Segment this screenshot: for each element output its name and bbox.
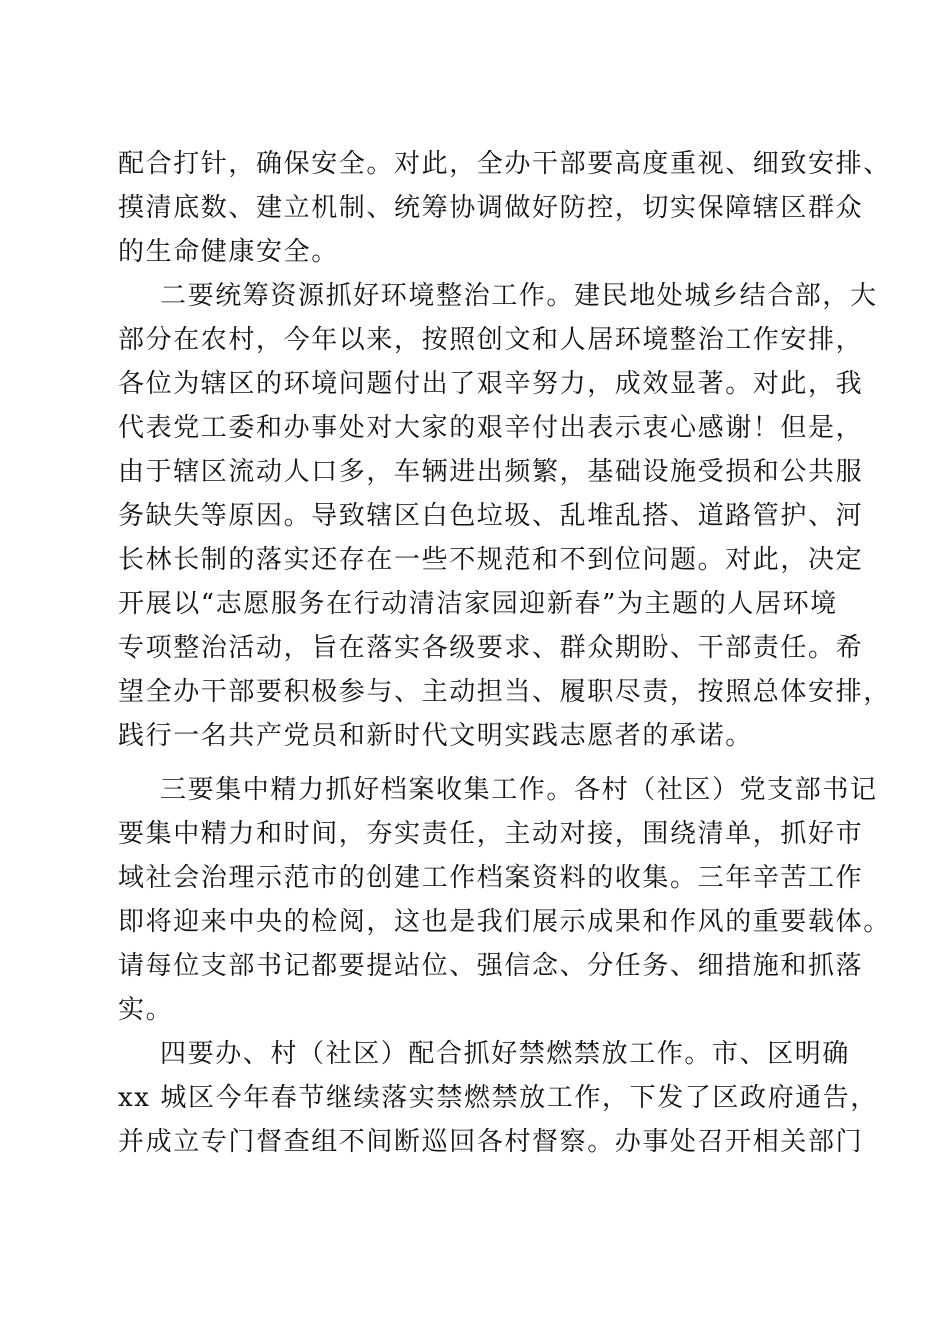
text-line: 专项整治活动，旨在落实各级要求、群众期盼、干部责任。希 [118,633,864,663]
text-line: 开展以“志愿服务在行动清洁家园迎新春”为主题的人居环境 [118,589,838,619]
paragraph-start-line: 二要统筹资源抓好环境整治工作。建民地处城乡结合部，大 [160,281,878,311]
text-line: 由于辖区流动人口多，车辆进出频繁，基础设施受损和公共服 [118,457,864,487]
text-line: 摸清底数、建立机制、统筹协调做好防控，切实保障辖区群众 [118,193,864,223]
text-line: 配合打针，确保安全。对此，全办干部要高度重视、细致安排、 [118,149,891,179]
text-line: 即将迎来中央的检阅，这也是我们展示成果和作风的重要载体。 [118,907,891,937]
text-line: 并成立专门督查组不间断巡回各村督察。办事处召开相关部门 [118,1127,864,1157]
text-line: 代表党工委和办事处对大家的艰辛付出表示衷心感谢！但是， [118,413,864,443]
text-line: 践行一名共产党员和新时代文明实践志愿者的承诺。 [118,721,753,751]
text-line: xx 城区今年春节继续落实禁燃禁放工作，下发了区政府通告， [118,1083,878,1113]
text-line: 部分在农村，今年以来，按照创文和人居环境整治工作安排， [118,325,864,355]
text-line: 请每位支部书记都要提站位、强信念、分任务、细措施和抓落 [118,951,864,981]
paragraph-start-line: 三要集中精力抓好档案收集工作。各村（社区）党支部书记 [160,775,878,805]
text-line: 各位为辖区的环境问题付出了艰辛努力，成效显著。对此，我 [118,369,864,399]
paragraph-start-line: 四要办、村（社区）配合抓好禁燃禁放工作。市、区明确 [160,1039,851,1069]
text-line: 务缺失等原因。导致辖区白色垃圾、乱堆乱搭、道路管护、河 [118,501,864,531]
text-line: 实。 [118,995,174,1025]
text-line: 的生命健康安全。 [118,237,339,267]
text-line: 要集中精力和时间，夯实责任，主动对接，围绕清单，抓好市 [118,819,864,849]
text-line: 望全办干部要积极参与、主动担当、履职尽责，按照总体安排， [118,677,891,707]
text-line: 长林长制的落实还存在一些不规范和不到位问题。对此，决定 [118,545,864,575]
text-line: 域社会治理示范市的创建工作档案资料的收集。三年辛苦工作 [118,863,864,893]
